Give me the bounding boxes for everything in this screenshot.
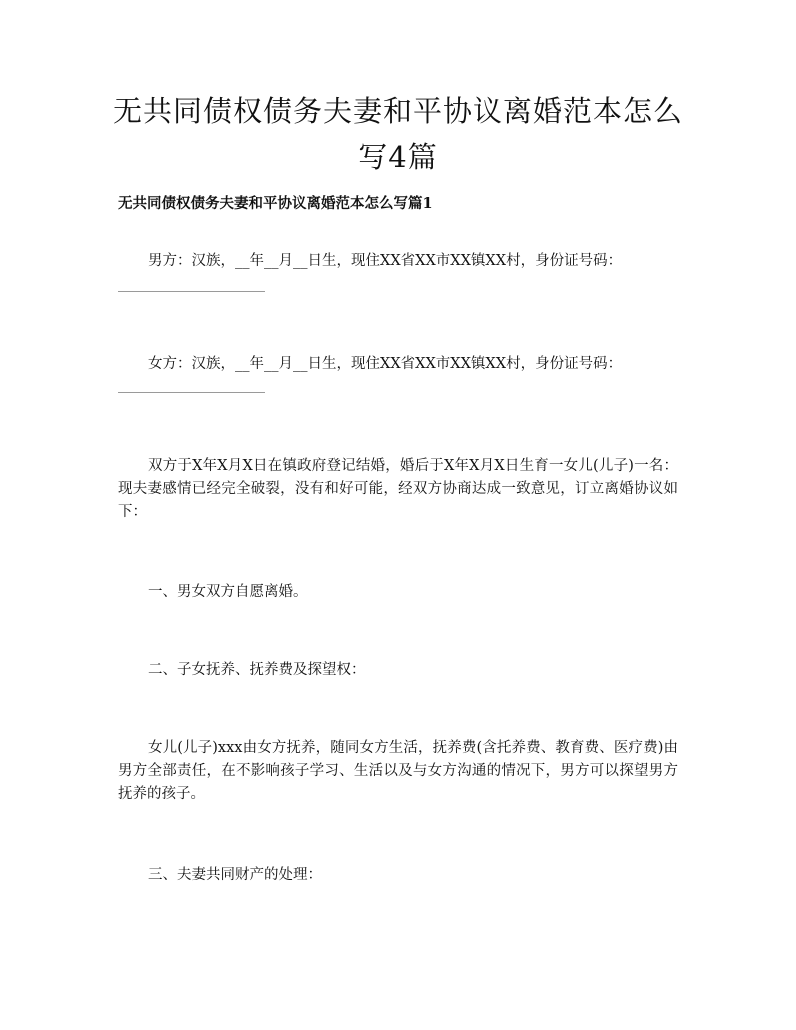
document-title: 无共同债权债务夫妻和平协议离婚范本怎么写4篇 [112, 94, 683, 174]
clause-2-heading: 二、子女抚养、抚养费及探望权： [148, 662, 366, 678]
section-heading: 无共同债权债务夫妻和平协议离婚范本怎么写篇1 [118, 195, 433, 212]
paragraph-custody: 女儿(儿子)xxx由女方抚养，随同女方生活，抚养费(含托养费、教育费、医疗费)由男方全部责任，在不影响孩子学习、生活以及与女方沟通的情况下，男方可以探望男方抚养的孩子。 [118, 740, 678, 802]
paragraph-marriage-intro: 双方于X年X月X日在镇政府登记结婚，婚后于X年X月X日生育一女儿(儿子)一名：现夫妻感情已经完全破裂，没有和好可能，经双方协商达成一致意见，订立离婚协议如下： [118, 458, 678, 520]
paragraph-female-party: 女方：汉族，__年__月__日生，现住XX省XX市XX镇XX村，身份证号码： [148, 356, 623, 372]
id-number-blank-male [118, 291, 265, 292]
clause-3-heading: 三、夫妻共同财产的处理： [148, 867, 322, 883]
clause-1: 一、男女双方自愿离婚。 [148, 584, 308, 600]
id-number-blank-female [118, 392, 265, 393]
paragraph-male-party: 男方：汉族，__年__月__日生，现住XX省XX市XX镇XX村，身份证号码： [148, 253, 623, 269]
